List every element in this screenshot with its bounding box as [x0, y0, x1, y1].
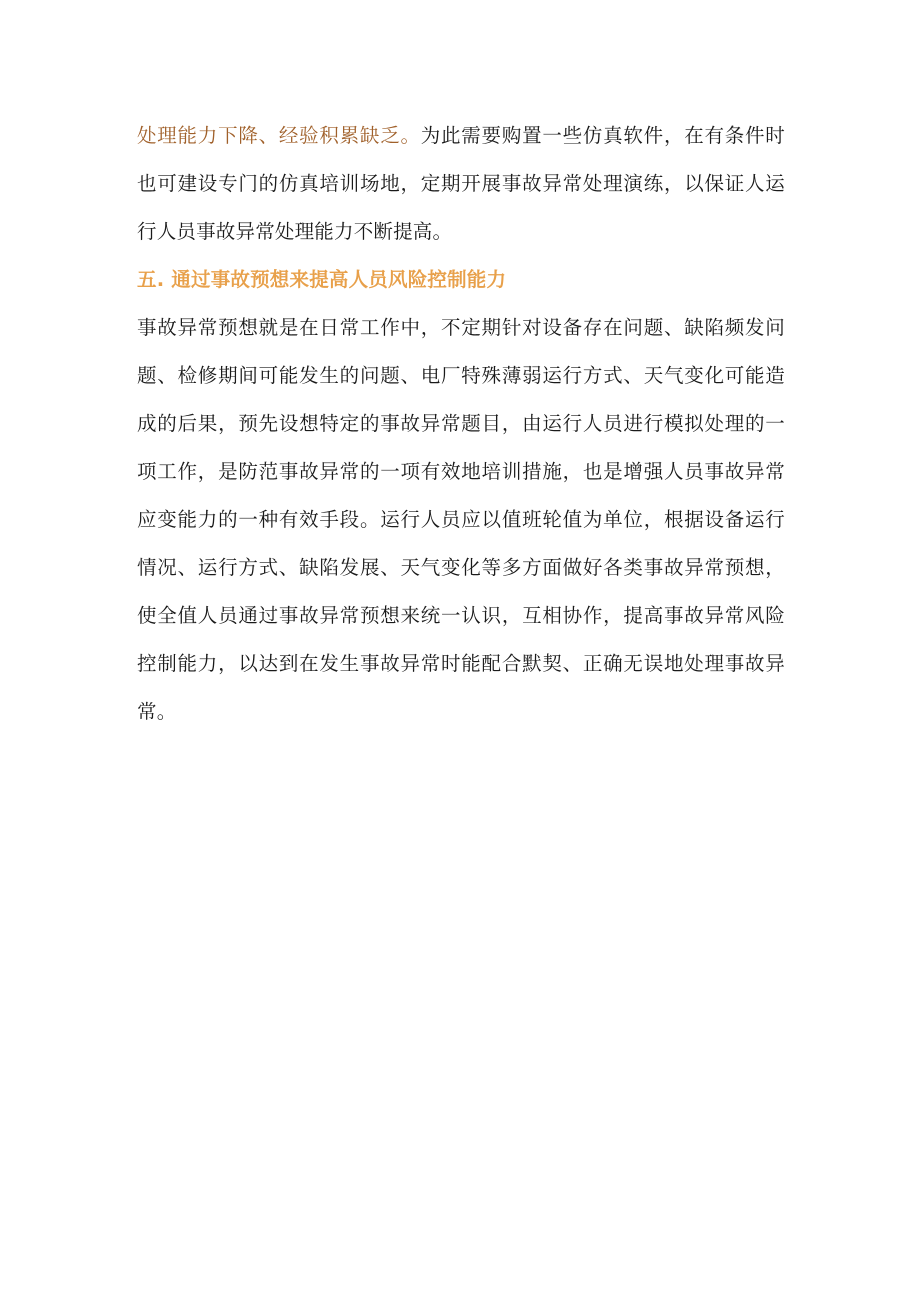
highlighted-text: 处理能力下降、经验积累缺乏。 — [137, 124, 421, 147]
section-body: 事故异常预想就是在日常工作中，不定期针对设备存在问题、缺陷频发问题、检修期间可能发生的问题、电厂特殊薄弱运行方式、天气变化可能造成的后果，预先设想特定的事故异常题目，由运行人员进行模拟处理的一项工作，是防范事故异常的一项有效地培训措施，也是增强人员事故异常应变能力的一种有效手段。运行人员应以值班轮值为单位，根据设备运行情况、运行方式、缺陷发展、天气变化等多方面做好各类事故异常预想，使全值人员通过事故异常预想来统一认识，互相协作，提高事故异常风险控制能力，以达到在发生事故异常时能配合默契、正确无误地处理事故异常。 — [137, 316, 785, 723]
paragraph-continuation — [137, 112, 785, 256]
document-page — [137, 112, 785, 736]
section-heading: 五. 通过事故预想来提高人员风险控制能力 — [137, 268, 507, 291]
paragraph-text: 为此需要购置一些仿真软件，在有条件时也可建设专门的仿真培训场地，定期开展事故异常处理演练，以保证人运行人员事故异常处理能力不断提高。 — [137, 124, 785, 243]
